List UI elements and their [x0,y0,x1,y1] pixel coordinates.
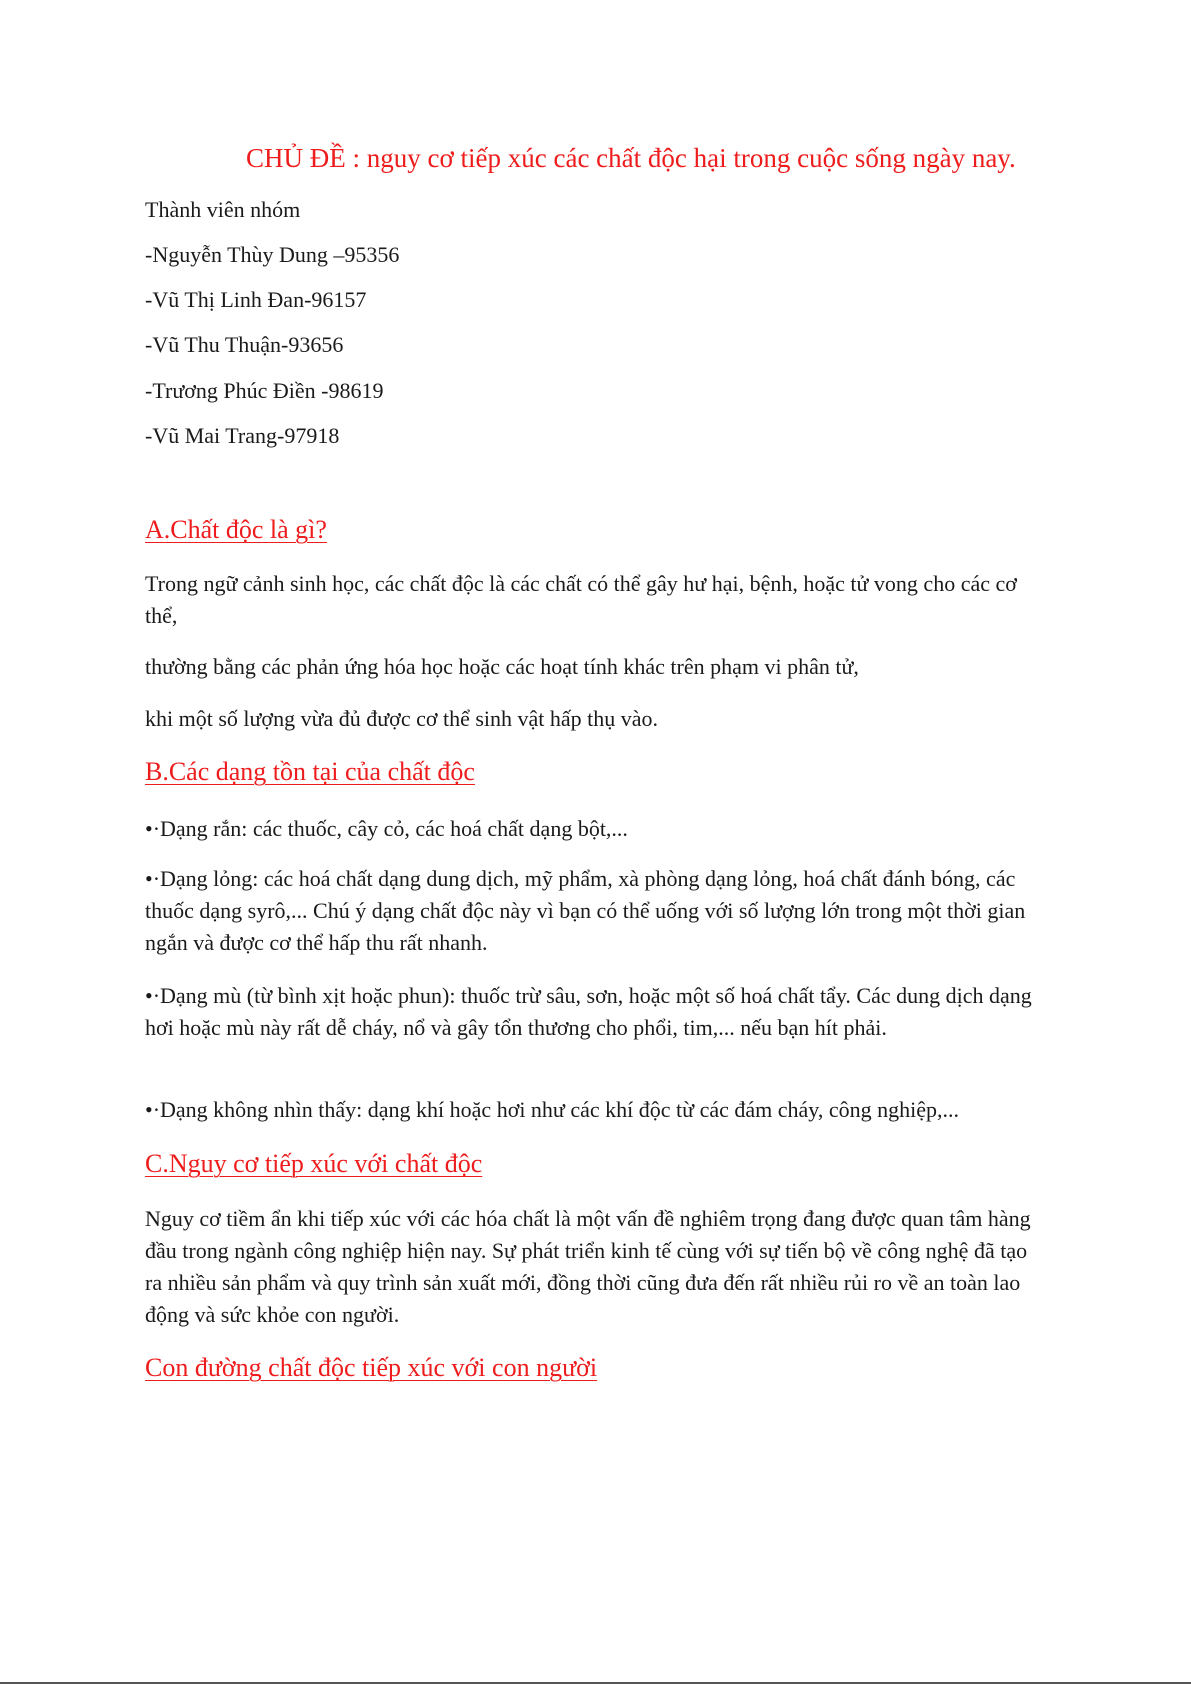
member-item: -Vũ Thị Linh Đan-96157 [145,287,367,312]
section-a-heading: A.Chất độc là gì? [145,515,327,544]
section-a-paragraph: thường bằng các phản ứng hóa học hoặc các hoạt tính khác trên phạm vi phân tử, [145,654,859,679]
section-b-item: •·Dạng lỏng: các hoá chất dạng dung dịch, mỹ phẩm, xà phòng dạng lỏng, hoá chất đánh bóng, các thuốc dạng syrô,... Chú ý dạng chất độc này vì bạn có thể uống với số lượng lớn trong một thời gian ngắn và được cơ thể hấp thu rất nhanh. [145,866,1026,955]
section-b-item: •·Dạng không nhìn thấy: dạng khí hoặc hơi như các khí độc từ các đám cháy, công nghiệp,... [145,1097,959,1122]
section-a-paragraph: Trong ngữ cảnh sinh học, các chất độc là các chất có thể gây hư hại, bệnh, hoặc tử vong cho các cơ thể, [145,571,1017,628]
member-item: -Vũ Mai Trang-97918 [145,423,340,448]
section-b-heading: B.Các dạng tồn tại của chất độc [145,757,475,786]
section-c-paragraph: Nguy cơ tiềm ẩn khi tiếp xúc với các hóa chất là một vấn đề nghiêm trọng đang được quan tâm hàng đầu trong ngành công nghiệp hiện nay. Sự phát triển kinh tế cùng với sự tiến bộ về công nghệ đã tạo ra nhiều sản phẩm và quy trình sản xuất mới, đồng thời cũng đưa đến rất nhiều rủi ro về an toàn lao động và sức khỏe con người. [145,1206,1031,1327]
section-c-heading: C.Nguy cơ tiếp xúc với chất độc [145,1149,483,1178]
section-d-heading: Con đường chất độc tiếp xúc với con người [145,1353,598,1382]
section-b-item: •·Dạng mù (từ bình xịt hoặc phun): thuốc trừ sâu, sơn, hoặc một số hoá chất tẩy. Các dung dịch dạng hơi hoặc mù này rất dễ cháy, nổ và gây tổn thương cho phổi, tim,... nếu bạn hít phải. [145,983,1032,1040]
member-item: -Trương Phúc Điền -98619 [145,378,384,403]
member-item: -Vũ Thu Thuận-93656 [145,332,344,357]
section-b-item: •·Dạng rắn: các thuốc, cây cỏ, các hoá chất dạng bột,... [145,816,628,841]
member-item: -Nguyễn Thùy Dung –95356 [145,242,400,267]
page-bottom-rule [0,1682,1191,1684]
members-label: Thành viên nhóm [145,197,301,222]
document-title: CHỦ ĐỀ : nguy cơ tiếp xúc các chất độc hại trong cuộc sống ngày nay. [246,143,1016,173]
section-a-paragraph: khi một số lượng vừa đủ được cơ thể sinh vật hấp thụ vào. [145,706,659,731]
section-a-body [145,568,1045,632]
